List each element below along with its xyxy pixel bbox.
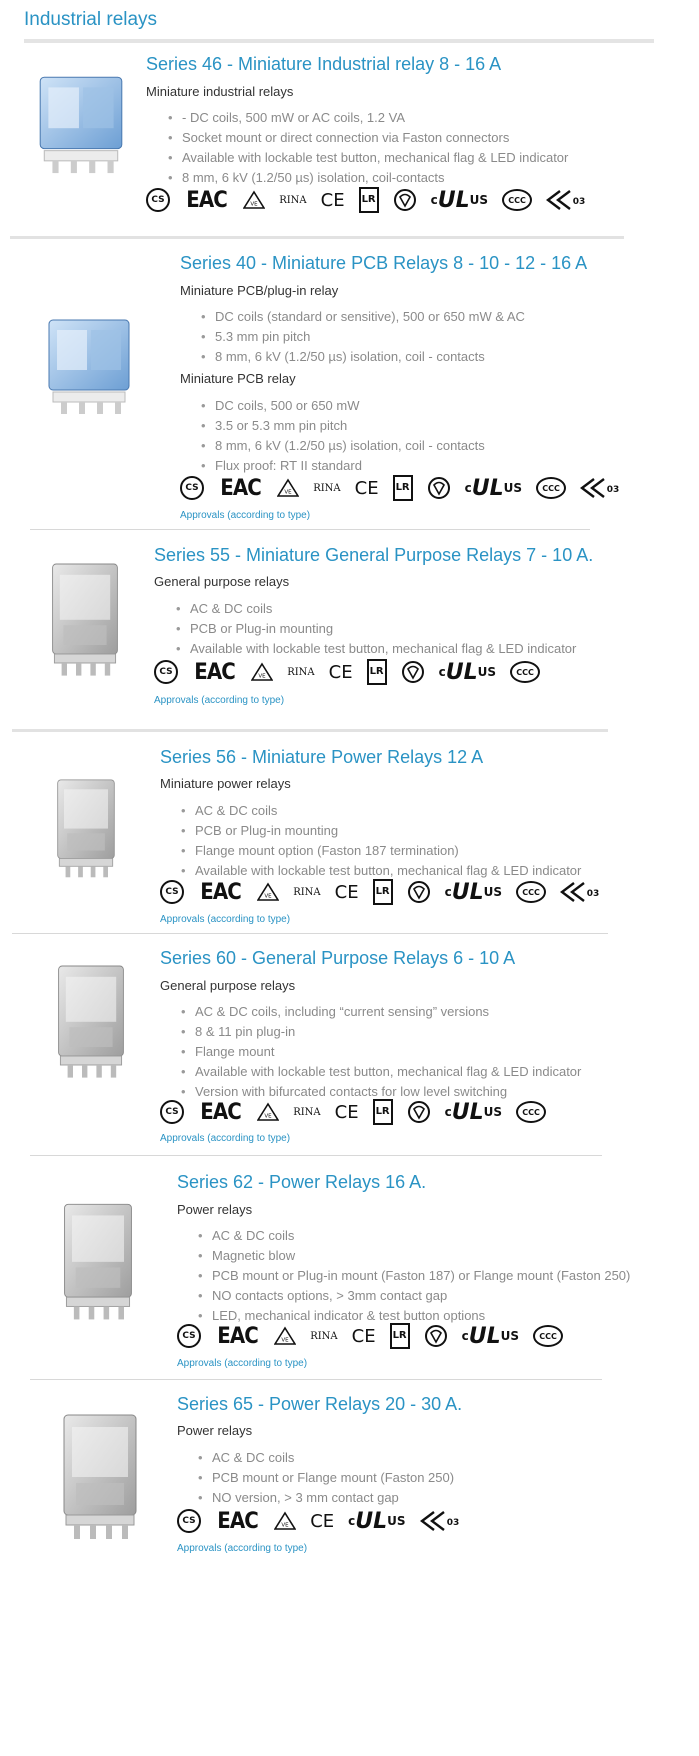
ce-mark-icon: CE (320, 189, 345, 211)
list-item: • Available with lockable test button, mechanical flag & LED indicator (176, 639, 576, 659)
list-item: • Flange mount (181, 1042, 581, 1062)
kk-logo-icon (560, 881, 602, 903)
ce-mark-icon: CE (354, 477, 379, 499)
vde-logo-icon (251, 662, 273, 682)
series-55-approvals-link[interactable]: Approvals (according to type) (154, 695, 285, 706)
section-divider (12, 933, 608, 934)
series-60-relay-image[interactable] (46, 955, 136, 1085)
gost-logo-icon (401, 660, 425, 684)
svg-text:03: 03 (572, 197, 586, 207)
section-divider (30, 1379, 602, 1380)
series-55-relay-image[interactable] (40, 548, 130, 688)
series-65-approvals-link[interactable]: Approvals (according to type) (177, 1543, 308, 1554)
series-40-approvals-link[interactable]: Approvals (according to type) (180, 510, 311, 521)
vde-logo-icon (243, 190, 265, 210)
series-60-subtitle: General purpose relays (160, 978, 296, 993)
series-60-approvals-link[interactable]: Approvals (according to type) (160, 1133, 291, 1144)
series-46-subtitle: Miniature industrial relays (146, 84, 294, 99)
eac-logo-icon: EAC (220, 475, 261, 501)
csa-logo-icon: CS (160, 880, 184, 904)
series-56-title[interactable]: Series 56 - Miniature Power Relays 12 A (160, 747, 484, 767)
series-56-features (181, 801, 581, 881)
series-65-title[interactable]: Series 65 - Power Relays 20 - 30 A. (177, 1394, 463, 1414)
series-40-title[interactable]: Series 40 - Miniature PCB Relays 8 - 10 - 12 - 16 A (180, 253, 588, 273)
list-item: • LED, mechanical indicator & test button options (198, 1306, 630, 1326)
csa-logo-icon: CS (180, 476, 204, 500)
gost-logo-icon (407, 880, 431, 904)
rina-logo-icon: RINA (279, 194, 307, 206)
csa-logo-icon: CS (160, 1100, 184, 1124)
vde-logo-icon (257, 882, 279, 902)
series-62-title[interactable]: Series 62 - Power Relays 16 A. (177, 1172, 427, 1192)
series-62-relay-image[interactable] (40, 1195, 156, 1325)
series-55-features (176, 599, 576, 659)
svg-text:VE: VE (264, 1113, 272, 1120)
eac-logo-icon: EAC (217, 1508, 258, 1534)
series-60-features (181, 1002, 581, 1102)
kk-logo-icon (546, 189, 588, 211)
list-item: • PCB or Plug-in mounting (181, 821, 581, 841)
kk-logo-icon (420, 1510, 462, 1532)
ccc-logo-icon: CCC (516, 881, 546, 903)
list-item: • 3.5 or 5.3 mm pin pitch (201, 416, 485, 436)
list-item: • AC & DC coils (198, 1226, 630, 1246)
list-item: • PCB or Plug-in mounting (176, 619, 576, 639)
list-item: • 5.3 mm pin pitch (201, 327, 525, 347)
cul-us-logo-icon: c UL US (464, 475, 523, 501)
list-item: • DC coils, 500 or 650 mW (201, 396, 485, 416)
cul-us-logo-icon: c UL US (438, 659, 497, 685)
series-55-title[interactable]: Series 55 - Miniature General Purpose Relays 7 - 10 A. (154, 545, 594, 565)
series-46-relay-image[interactable] (30, 48, 132, 188)
series-40-features-1 (201, 307, 525, 367)
svg-text:VE: VE (264, 893, 272, 900)
list-item: • NO contacts options, > 3mm contact gap (198, 1286, 630, 1306)
rina-logo-icon: RINA (310, 1330, 338, 1342)
list-item: • Version with bifurcated contacts for low level switching (181, 1082, 581, 1102)
ccc-logo-icon: CCC (510, 661, 540, 683)
lloyds-register-logo-icon: LR (373, 1099, 393, 1125)
ce-mark-icon: CE (310, 1510, 335, 1532)
list-item: • PCB mount or Plug-in mount (Faston 187) or Flange mount (Faston 250) (198, 1266, 630, 1286)
list-item: • Socket mount or direct connection via Faston connectors (168, 128, 568, 148)
rina-logo-icon: RINA (293, 1106, 321, 1118)
svg-text:03: 03 (606, 485, 620, 495)
rina-logo-icon: RINA (313, 482, 341, 494)
list-item: • - DC coils, 500 mW or AC coils, 1.2 VA (168, 108, 568, 128)
rina-logo-icon: RINA (287, 666, 315, 678)
section-divider (30, 1155, 602, 1156)
series-65-features (198, 1448, 454, 1508)
series-56-subtitle: Miniature power relays (160, 776, 291, 791)
list-item: • Available with lockable test button, mechanical flag & LED indicator (168, 148, 568, 168)
series-62-approvals-link[interactable]: Approvals (according to type) (177, 1358, 308, 1369)
series-65-subtitle: Power relays (177, 1423, 253, 1438)
ce-mark-icon: CE (328, 661, 353, 683)
cul-us-logo-icon: c UL US (444, 879, 503, 905)
section-divider (12, 729, 608, 732)
series-40-features-2 (201, 396, 485, 476)
list-item: • Magnetic blow (198, 1246, 630, 1266)
series-60-certifications (160, 1096, 560, 1128)
eac-logo-icon: EAC (200, 879, 241, 905)
rina-logo-icon: RINA (293, 886, 321, 898)
title-rule (24, 39, 654, 43)
series-40-relay-image[interactable] (30, 300, 148, 420)
csa-logo-icon: CS (146, 188, 170, 212)
series-46-features (168, 108, 568, 188)
vde-logo-icon (274, 1511, 296, 1531)
lloyds-register-logo-icon: LR (367, 659, 387, 685)
kk-logo-icon (580, 477, 622, 499)
cul-us-logo-icon: c UL US (430, 187, 489, 213)
series-46-certifications (146, 184, 602, 216)
list-item: • NO version, > 3 mm contact gap (198, 1488, 454, 1508)
ce-mark-icon: CE (334, 1101, 359, 1123)
list-item: • AC & DC coils (181, 801, 581, 821)
gost-logo-icon (424, 1324, 448, 1348)
cul-us-logo-icon: c UL US (461, 1323, 520, 1349)
svg-text:VE: VE (281, 1337, 289, 1344)
svg-text:VE: VE (258, 673, 266, 680)
list-item: • DC coils (standard or sensitive), 500 or 650 mW & AC (201, 307, 525, 327)
series-60-title[interactable]: Series 60 - General Purpose Relays 6 - 10 A (160, 948, 516, 968)
list-item: • Available with lockable test button, mechanical flag & LED indicator (181, 1062, 581, 1082)
cul-us-logo-icon: c UL US (348, 1508, 406, 1534)
list-item: • Flux proof: RT II standard (201, 456, 485, 476)
eac-logo-icon: EAC (194, 659, 235, 685)
series-56-relay-image[interactable] (22, 772, 150, 882)
lloyds-register-logo-icon: LR (359, 187, 379, 213)
gost-logo-icon (393, 188, 417, 212)
series-62-subtitle: Power relays (177, 1202, 253, 1217)
list-item: • Flange mount option (Faston 187 termination) (181, 841, 581, 861)
series-62-certifications (177, 1320, 577, 1352)
series-62-features (198, 1226, 630, 1326)
ccc-logo-icon: CCC (533, 1325, 563, 1347)
ce-mark-icon: CE (351, 1325, 376, 1347)
section-divider (10, 236, 624, 239)
ccc-logo-icon: CCC (536, 477, 566, 499)
ccc-logo-icon: CCC (516, 1101, 546, 1123)
list-item: • 8 & 11 pin plug-in (181, 1022, 581, 1042)
svg-text:VE: VE (284, 489, 292, 496)
list-item: • AC & DC coils (176, 599, 576, 619)
page-title: Industrial relays (24, 9, 158, 30)
csa-logo-icon: CS (177, 1509, 201, 1533)
lloyds-register-logo-icon: LR (390, 1323, 410, 1349)
series-56-certifications (160, 876, 616, 908)
cul-us-logo-icon: c UL US (444, 1099, 503, 1125)
svg-text:VE: VE (281, 1522, 289, 1529)
list-item: • AC & DC coils, including “current sensing” versions (181, 1002, 581, 1022)
series-46-title[interactable]: Series 46 - Miniature Industrial relay 8 - 16 A (146, 54, 502, 74)
series-55-certifications (154, 656, 554, 688)
vde-logo-icon (257, 1102, 279, 1122)
csa-logo-icon: CS (177, 1324, 201, 1348)
section-divider (30, 529, 590, 530)
svg-text:03: 03 (446, 1518, 459, 1528)
series-40-certifications (180, 472, 636, 504)
svg-text:VE: VE (250, 201, 258, 208)
eac-logo-icon: EAC (200, 1099, 241, 1125)
gost-logo-icon (407, 1100, 431, 1124)
eac-logo-icon: EAC (186, 187, 227, 213)
eac-logo-icon: EAC (217, 1323, 258, 1349)
svg-text:03: 03 (586, 889, 600, 899)
lloyds-register-logo-icon: LR (393, 475, 413, 501)
list-item: • 8 mm, 6 kV (1.2/50 µs) isolation, coil - contacts (201, 347, 525, 367)
list-item: • 8 mm, 6 kV (1.2/50 µs) isolation, coil-contacts (168, 168, 568, 188)
series-65-certifications (177, 1505, 476, 1537)
series-40-subtitle-2: Miniature PCB relay (180, 371, 296, 386)
list-item: • 8 mm, 6 kV (1.2/50 µs) isolation, coil - contacts (201, 436, 485, 456)
vde-logo-icon (277, 478, 299, 498)
ccc-logo-icon: CCC (502, 189, 532, 211)
series-65-relay-image[interactable] (50, 1400, 150, 1550)
list-item: • PCB mount or Flange mount (Faston 250) (198, 1468, 454, 1488)
ce-mark-icon: CE (334, 881, 359, 903)
list-item: • AC & DC coils (198, 1448, 454, 1468)
vde-logo-icon (274, 1326, 296, 1346)
list-item: • Available with lockable test button, mechanical flag & LED indicator (181, 861, 581, 881)
csa-logo-icon: CS (154, 660, 178, 684)
lloyds-register-logo-icon: LR (373, 879, 393, 905)
series-55-subtitle: General purpose relays (154, 574, 290, 589)
gost-logo-icon (427, 476, 451, 500)
series-56-approvals-link[interactable]: Approvals (according to type) (160, 914, 291, 925)
series-40-subtitle-1: Miniature PCB/plug-in relay (180, 283, 339, 298)
